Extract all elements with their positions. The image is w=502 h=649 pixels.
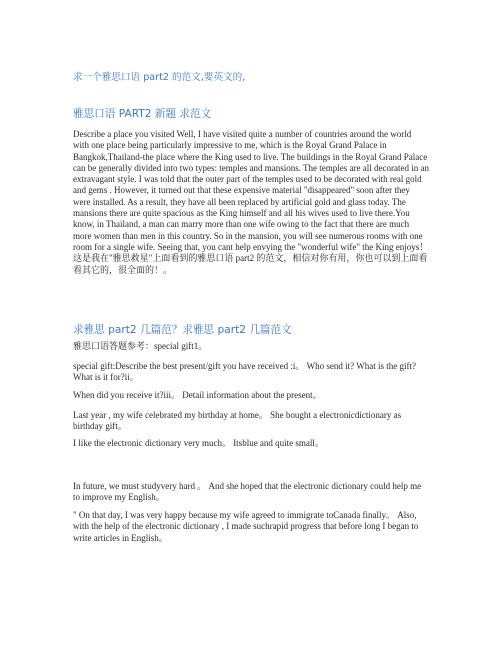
answer-paragraph: When did you receive it?iii。 Detail information about the present。 (73, 390, 322, 400)
section-heading-part2-new-topic: 雅思口语 PART2 新题 求范文 (73, 108, 212, 120)
answer-paragraph: Last year , my wife celebrated my birthday at home。 She bought a electronicdictionary as birthday gift。 (73, 410, 402, 432)
answer-paragraph: 雅思口语答题参考：special gift1。 (73, 341, 208, 351)
answer-paragraph: " On that day, I was very happy because my wife agreed to immigrate toCanada finally。 Also, with the help of the electronic dictionary , I made suchrapid progress that before long I began to write articles in English。 (73, 510, 419, 543)
answer-paragraph: I like the electronic dictionary very much。 Itsblue and quite small。 (73, 438, 324, 448)
answer-paragraph: In future, we must studyvery hard 。 And she hoped that the electronic dictionary could help me to improve my English。 (73, 481, 422, 503)
answer-paragraph: special gift:Describe the best present/gift you have received :i。 Who send it? What is the gift? What is it for?ii。 (73, 361, 416, 383)
sample-essay-paragraph: Describe a place you visited Well, I have visited quite a number of countries around the world with one place being particularly impressive to me, which is the Royal Grand Palace in Bangkok,Thailand-the place where the King used to live. The buildings in the Royal Grand Palace can be generally divided into two types: temples and mansions. The temples are all decorated in an extravagant style. I was told that the outer part of the temples used to be decorated with real gold and gems . However, it turned out that these expensive material "disappeared" soon after they were installed. As a result, they have all been replaced by artificial gold and glass today. The mansions there are quite spacious as the King himself and all his wives used to live there.You know, in Thailand, a man can marry more than one wife owing to the fact that there are much more women than men in this country. So in the mansion, you will see numerous rooms with one room for a single wife. Seeing that, you cant help envying the "wonderful wife" the King enjoys！这是我在"雅思救星"上面看到的雅思口语 part2 的范文，相信对你有用，你也可以到上面看看其它的，很全面的！。 (73, 129, 429, 275)
section-heading-part2-samples: 求雅思 part2 几篇范？求雅思 part2 几篇范文 (73, 324, 292, 336)
question-title: 求一个雅思口语 part2 的范文,要英文的, (73, 72, 246, 83)
